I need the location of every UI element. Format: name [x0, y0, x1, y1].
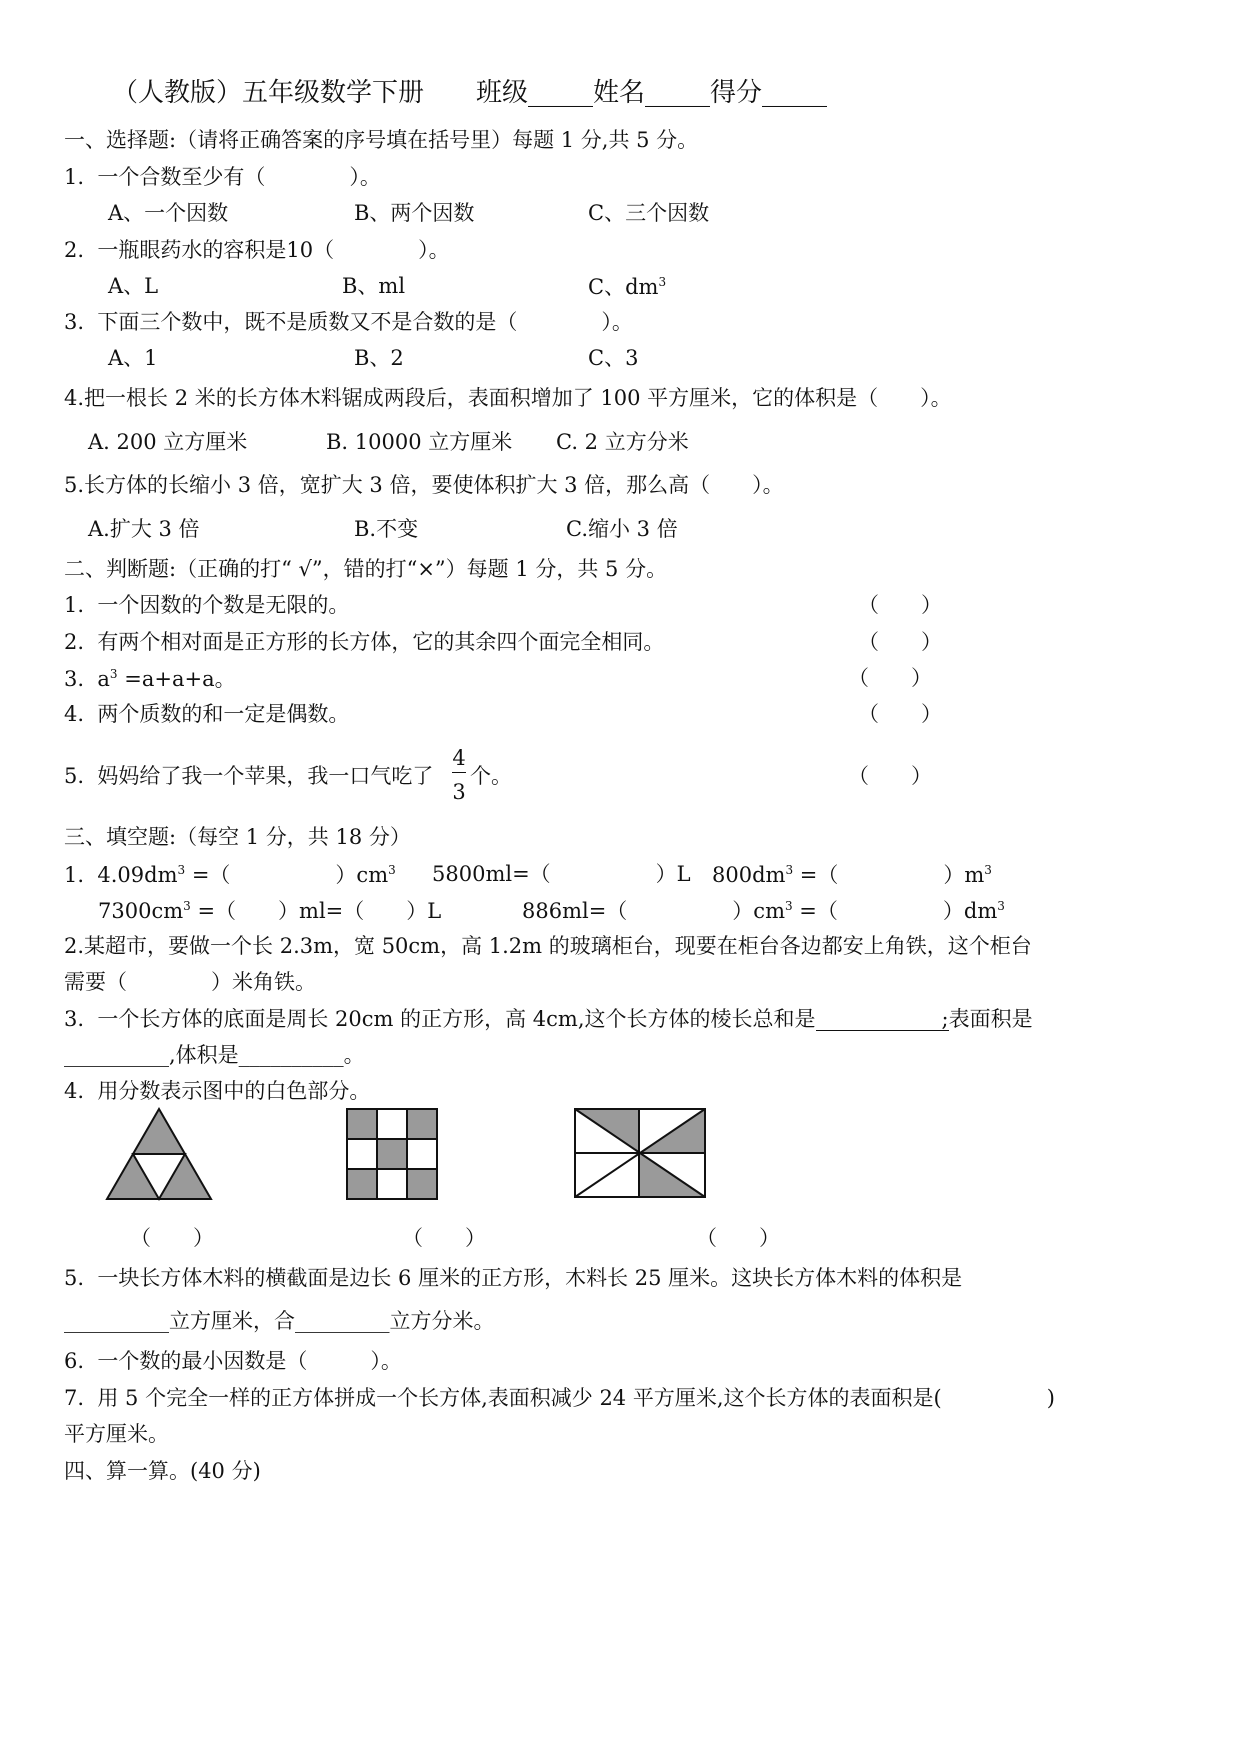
- grid-figure: [346, 1108, 438, 1200]
- s3-q3-text: 3. 一个长方体的底面是周长 20cm 的正方形，高 4cm,这个长方体的棱长总和是: [64, 1007, 816, 1031]
- s1-q1-option-b: B、两个因数: [354, 201, 475, 225]
- s3-q5-line1: 5. 一块长方体木料的横截面是边长 6 厘米的正方形，木料长 25 厘米。这块长方体木料的体积是: [64, 1266, 963, 1290]
- s3-q1-expr-e: =（ ）m: [793, 863, 985, 887]
- s1-q5-option-c: C.缩小 3 倍: [566, 517, 678, 541]
- s3-q3-line2: __________,体积是__________。: [64, 1043, 365, 1067]
- exp-3: 3: [183, 899, 191, 913]
- s3-q1-line2-part2: [522, 900, 1005, 922]
- s2-answer-paren-5: （ ）: [848, 764, 932, 788]
- exp-3: 3: [388, 863, 396, 877]
- s3-question-4: 4. 用分数表示图中的白色部分。: [64, 1079, 371, 1103]
- s2-statement-5: 5. 妈妈给了我一个苹果，我一口气吃了: [64, 764, 434, 788]
- s2-statement-4: 4. 两个质数的和一定是偶数。: [64, 702, 350, 726]
- s3-q5-line2: __________立方厘米，合_________立方分米。: [64, 1309, 495, 1333]
- s2-q5-fraction-bar: [452, 772, 466, 773]
- s1-q1-option-c: C、三个因数: [588, 201, 710, 225]
- exp-3: 3: [997, 899, 1005, 913]
- s2-q3-post: =a+a+a。: [117, 667, 236, 691]
- section-2-heading: 二、判断题:（正确的打“ √”，错的打“×”）每题 1 分，共 5 分。: [64, 557, 668, 581]
- s3-q1-line1-part3: [712, 864, 992, 886]
- s3-question-6: 6. 一个数的最小因数是（ ）。: [64, 1349, 402, 1373]
- s2-q3-pre: 3. a: [64, 667, 110, 691]
- s2-statement-1: 1. 一个因数的个数是无限的。: [64, 593, 350, 617]
- s1-question-4: 4.把一根长 2 米的长方体木料锯成两段后，表面积增加了 100 平方厘米，它的体积是（ ）。: [64, 386, 952, 410]
- exp-3: 3: [984, 863, 992, 877]
- s1-q4-option-c: C. 2 立方分米: [556, 430, 689, 454]
- exp-3: 3: [177, 863, 186, 877]
- s3-q1-expr-f: 7300cm: [98, 899, 184, 923]
- s1-question-3: 3. 下面三个数中，既不是质数又不是合数的是（ ）。: [64, 310, 633, 334]
- rectangle-figure: [574, 1108, 706, 1198]
- s3-q1-line2-part1: [98, 900, 441, 922]
- s1-q4-option-b: B. 10000 立方厘米: [326, 430, 513, 454]
- s3-q3-text-b: 表面积是: [948, 1007, 1033, 1031]
- s3-q7-line1: 7. 用 5 个完全一样的正方体拼成一个长方体,表面积减少 24 平方厘米,这个长方体的表面积是( ): [64, 1386, 1055, 1410]
- s3-q1-line1-part2: 5800ml=（ ）L: [432, 862, 691, 886]
- figure-2-answer-paren: （ ）: [402, 1226, 486, 1250]
- s2-statement-3: [64, 668, 236, 690]
- s3-q3-line1: [64, 1009, 1033, 1031]
- s1-q2-option-a: A、L: [108, 274, 159, 298]
- page-title: （人教版）五年级数学下册 班级_____姓名_____得分_____: [112, 78, 828, 108]
- s3-q1-expr-i: =（ ）dm: [792, 899, 998, 923]
- s2-answer-paren-3: （ ）: [848, 666, 932, 690]
- s3-q3-blank: ;: [815, 1007, 949, 1031]
- s3-q2-line2: 需要（ ）米角铁。: [64, 970, 316, 994]
- s1-q2-option-c: [588, 276, 666, 298]
- exp-3: 3: [784, 899, 793, 913]
- s1-question-5: 5.长方体的长缩小 3 倍，宽扩大 3 倍，要使体积扩大 3 倍，那么高（ ）。: [64, 473, 784, 497]
- s1-q2-option-c-text: C、dm: [588, 275, 659, 299]
- s1-q5-option-a: A.扩大 3 倍: [88, 517, 200, 541]
- figure-1-answer-paren: （ ）: [130, 1226, 214, 1250]
- s1-question-2: 2. 一瓶眼药水的容积是10（ ）。: [64, 238, 450, 262]
- s2-q3-exp: 3: [109, 667, 118, 681]
- s1-q1-option-a: A、一个因数: [108, 201, 229, 225]
- section-4-heading: 四、算一算。(40 分): [64, 1459, 261, 1483]
- s3-q1-expr-h: 886ml=（ ）cm: [522, 899, 785, 923]
- s3-q2-line1: 2.某超市，要做一个长 2.3m，宽 50cm，高 1.2m 的玻璃柜台，现要在柜台各边都安上角铁，这个柜台: [64, 934, 1032, 958]
- s2-q5-fraction-denominator: 3: [452, 780, 466, 804]
- exp-3: 3: [785, 863, 794, 877]
- s3-q7-line2: 平方厘米。: [64, 1422, 169, 1446]
- s3-q1-line1-part1: [64, 864, 396, 886]
- s1-q4-option-a: A. 200 立方厘米: [88, 430, 248, 454]
- s1-q5-option-b: B.不变: [354, 517, 419, 541]
- section-3-heading: 三、填空题:（每空 1 分，共 18 分）: [64, 825, 411, 849]
- s3-q1-expr-a: 1. 4.09dm: [64, 863, 178, 887]
- s2-answer-paren-1: （ ）: [858, 593, 942, 617]
- s2-answer-paren-2: （ ）: [858, 630, 942, 654]
- s2-statement-2: 2. 有两个相对面是正方形的长方体，它的其余四个面完全相同。: [64, 630, 665, 654]
- s2-q5-suffix: 个。: [470, 764, 512, 788]
- section-1-heading: 一、选择题:（请将正确答案的序号填在括号里）每题 1 分,共 5 分。: [64, 128, 699, 152]
- triangle-figure: [106, 1108, 212, 1200]
- s1-q3-option-a: A、1: [108, 346, 158, 370]
- s2-answer-paren-4: （ ）: [858, 702, 942, 726]
- figure-3-answer-paren: （ ）: [696, 1226, 780, 1250]
- s3-q1-expr-g: =（ ）ml=（ ）L: [190, 899, 442, 923]
- s1-q3-option-b: B、2: [354, 346, 404, 370]
- s2-q5-fraction-numerator: 4: [452, 746, 466, 770]
- s1-q2-option-b: B、ml: [342, 274, 406, 298]
- s1-q3-option-c: C、3: [588, 346, 639, 370]
- s1-question-1: 1. 一个合数至少有（ ）。: [64, 165, 381, 189]
- s3-q1-expr-d: 800dm: [712, 863, 786, 887]
- s1-q2-option-c-exp: 3: [658, 275, 667, 289]
- s3-q1-expr-b: =（ ）cm: [185, 863, 389, 887]
